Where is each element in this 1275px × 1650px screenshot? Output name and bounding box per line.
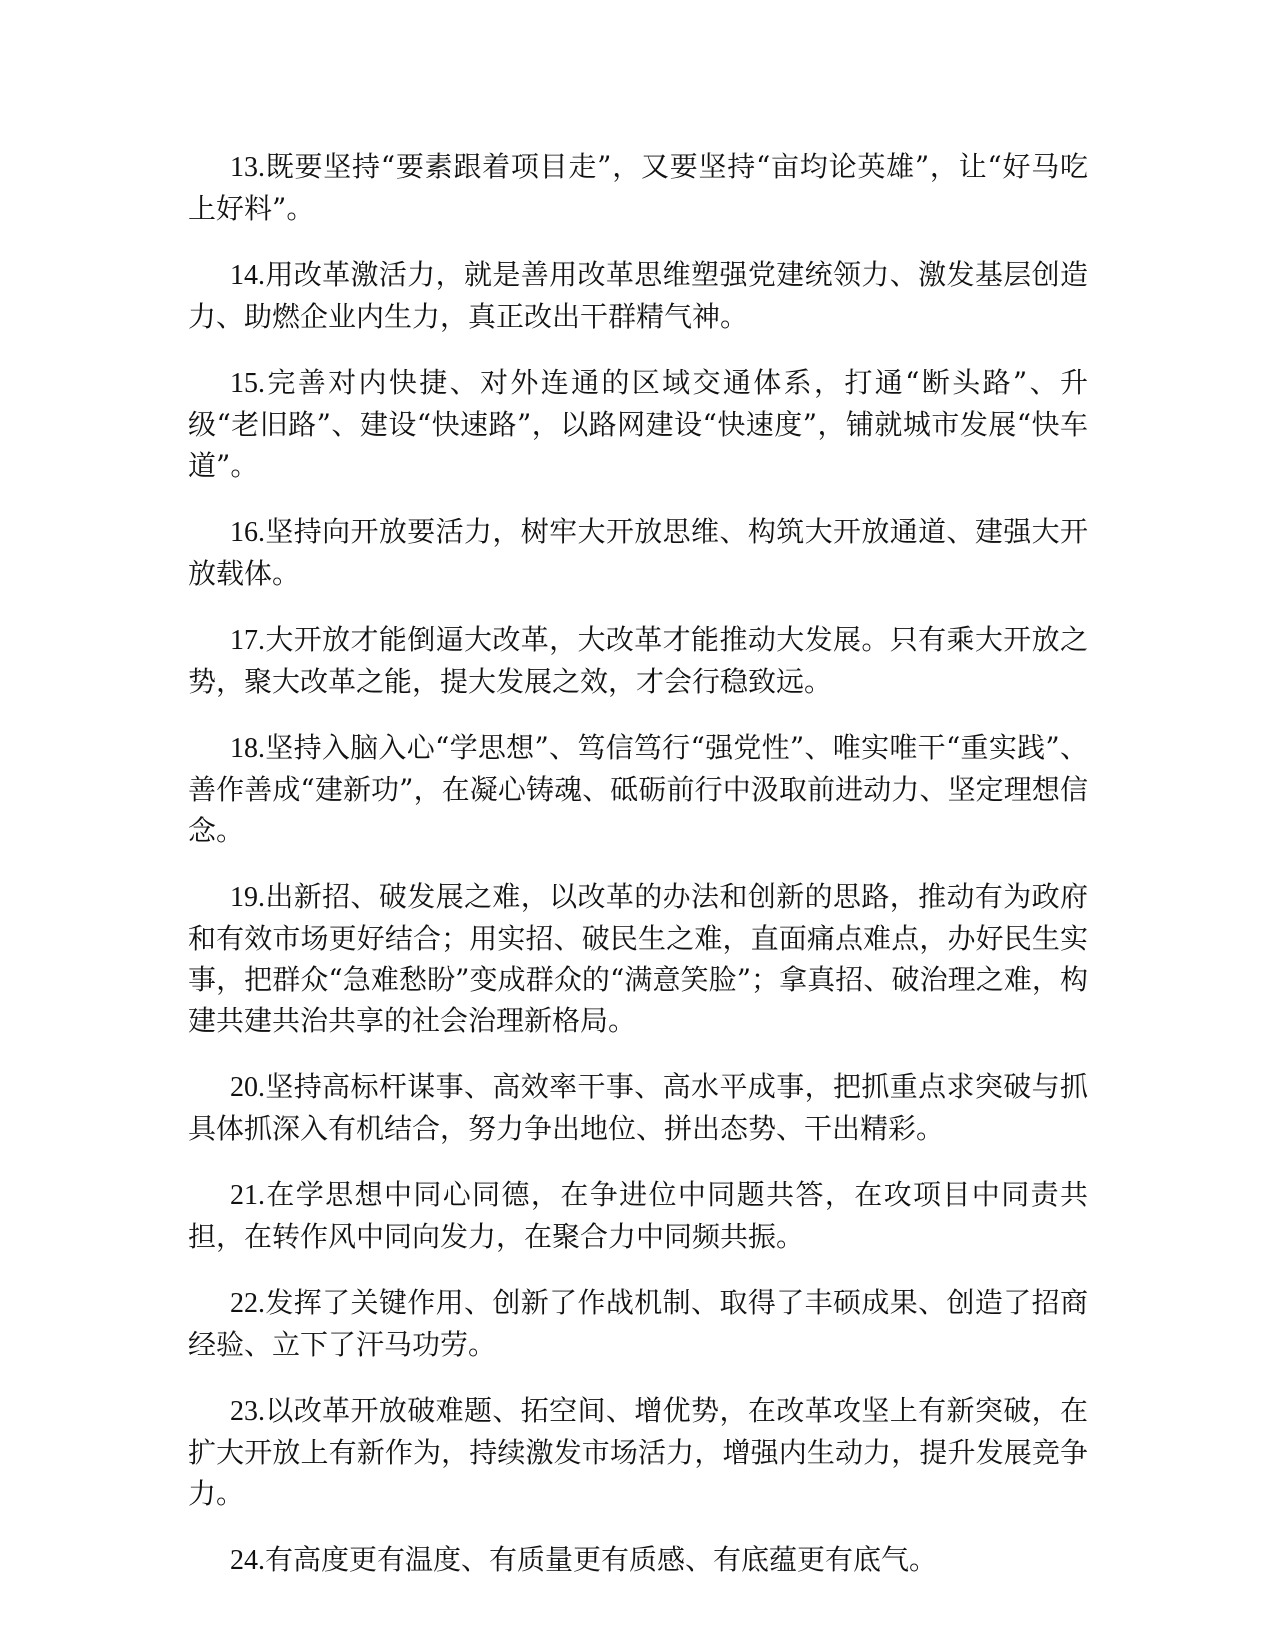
paragraph-text: 大开放才能倒逼大改革，大改革才能推动大发展。只有乘大开放之势，聚大改革之能，提大发展之效，才会行稳致远。 (188, 623, 1088, 698)
paragraph-text: 出新招、破发展之难，以改革的办法和创新的思路，推动有为政府和有效市场更好结合；用实招、破民生之难，直面痛点难点，办好民生实事，把群众“急难愁盼”变成群众的“满意笑脸”；拿真招、破治理之难，构建共建共治共享的社会治理新格局。 (188, 880, 1088, 1037)
paragraph-number: 21. (230, 1180, 265, 1211)
paragraph-number: 14. (230, 260, 265, 291)
paragraph-20 (188, 1066, 1088, 1149)
paragraph-text: 以改革开放破难题、拓空间、增优势，在改革攻坚上有新突破，在扩大开放上有新作为，持续激发市场活力，增强内生动力，提升发展竞争力。 (188, 1394, 1088, 1510)
paragraph-17 (188, 619, 1088, 702)
paragraph-number: 24. (230, 1545, 265, 1576)
paragraph-text: 坚持入脑入心“学思想”、笃信笃行“强党性”、唯实唯干“重实践”、善作善成“建新功”，在凝心铸魂、砥砺前行中汲取前进动力、坚定理想信念。 (188, 731, 1088, 847)
paragraph-number: 23. (230, 1396, 265, 1427)
paragraph-number: 16. (230, 517, 265, 548)
paragraph-number: 19. (230, 882, 265, 913)
paragraph-text: 在学思想中同心同德，在争进位中同题共答，在攻项目中同责共担，在转作风中同向发力，在聚合力中同频共振。 (188, 1178, 1088, 1253)
paragraph-number: 17. (230, 625, 265, 656)
paragraph-text: 发挥了关键作用、创新了作战机制、取得了丰硕成果、创造了招商经验、立下了汗马功劳。 (188, 1286, 1088, 1361)
paragraph-number: 18. (230, 733, 265, 764)
paragraph-text: 有高度更有温度、有质量更有质感、有底蕴更有底气。 (265, 1543, 938, 1576)
paragraph-21 (188, 1174, 1088, 1257)
paragraph-14 (188, 254, 1088, 337)
paragraph-number: 15. (230, 368, 265, 399)
paragraph-text: 既要坚持“要素跟着项目走”，又要坚持“亩均论英雄”，让“好马吃上好料”。 (188, 150, 1088, 225)
paragraph-16 (188, 511, 1088, 594)
paragraph-text: 坚持向开放要活力，树牢大开放思维、构筑大开放通道、建强大开放载体。 (188, 515, 1088, 590)
paragraph-number: 20. (230, 1072, 265, 1103)
paragraph-number: 13. (230, 152, 265, 183)
paragraph-15 (188, 362, 1088, 486)
paragraph-text: 用改革激活力，就是善用改革思维塑强党建统领力、激发基层创造力、助燃企业内生力，真正改出干群精气神。 (188, 258, 1088, 333)
paragraph-text: 坚持高标杆谋事、高效率干事、高水平成事，把抓重点求突破与抓具体抓深入有机结合，努力争出地位、拼出态势、干出精彩。 (188, 1070, 1088, 1145)
document-body (188, 146, 1088, 1606)
paragraph-23 (188, 1390, 1088, 1514)
paragraph-number: 22. (230, 1288, 265, 1319)
paragraph-text: 完善对内快捷、对外连通的区域交通体系，打通“断头路”、升级“老旧路”、建设“快速路”，以路网建设“快速度”，铺就城市发展“快车道”。 (188, 366, 1088, 482)
paragraph-13 (188, 146, 1088, 229)
paragraph-22 (188, 1282, 1088, 1365)
paragraph-24 (188, 1539, 1088, 1581)
paragraph-18 (188, 727, 1088, 851)
paragraph-19 (188, 876, 1088, 1041)
